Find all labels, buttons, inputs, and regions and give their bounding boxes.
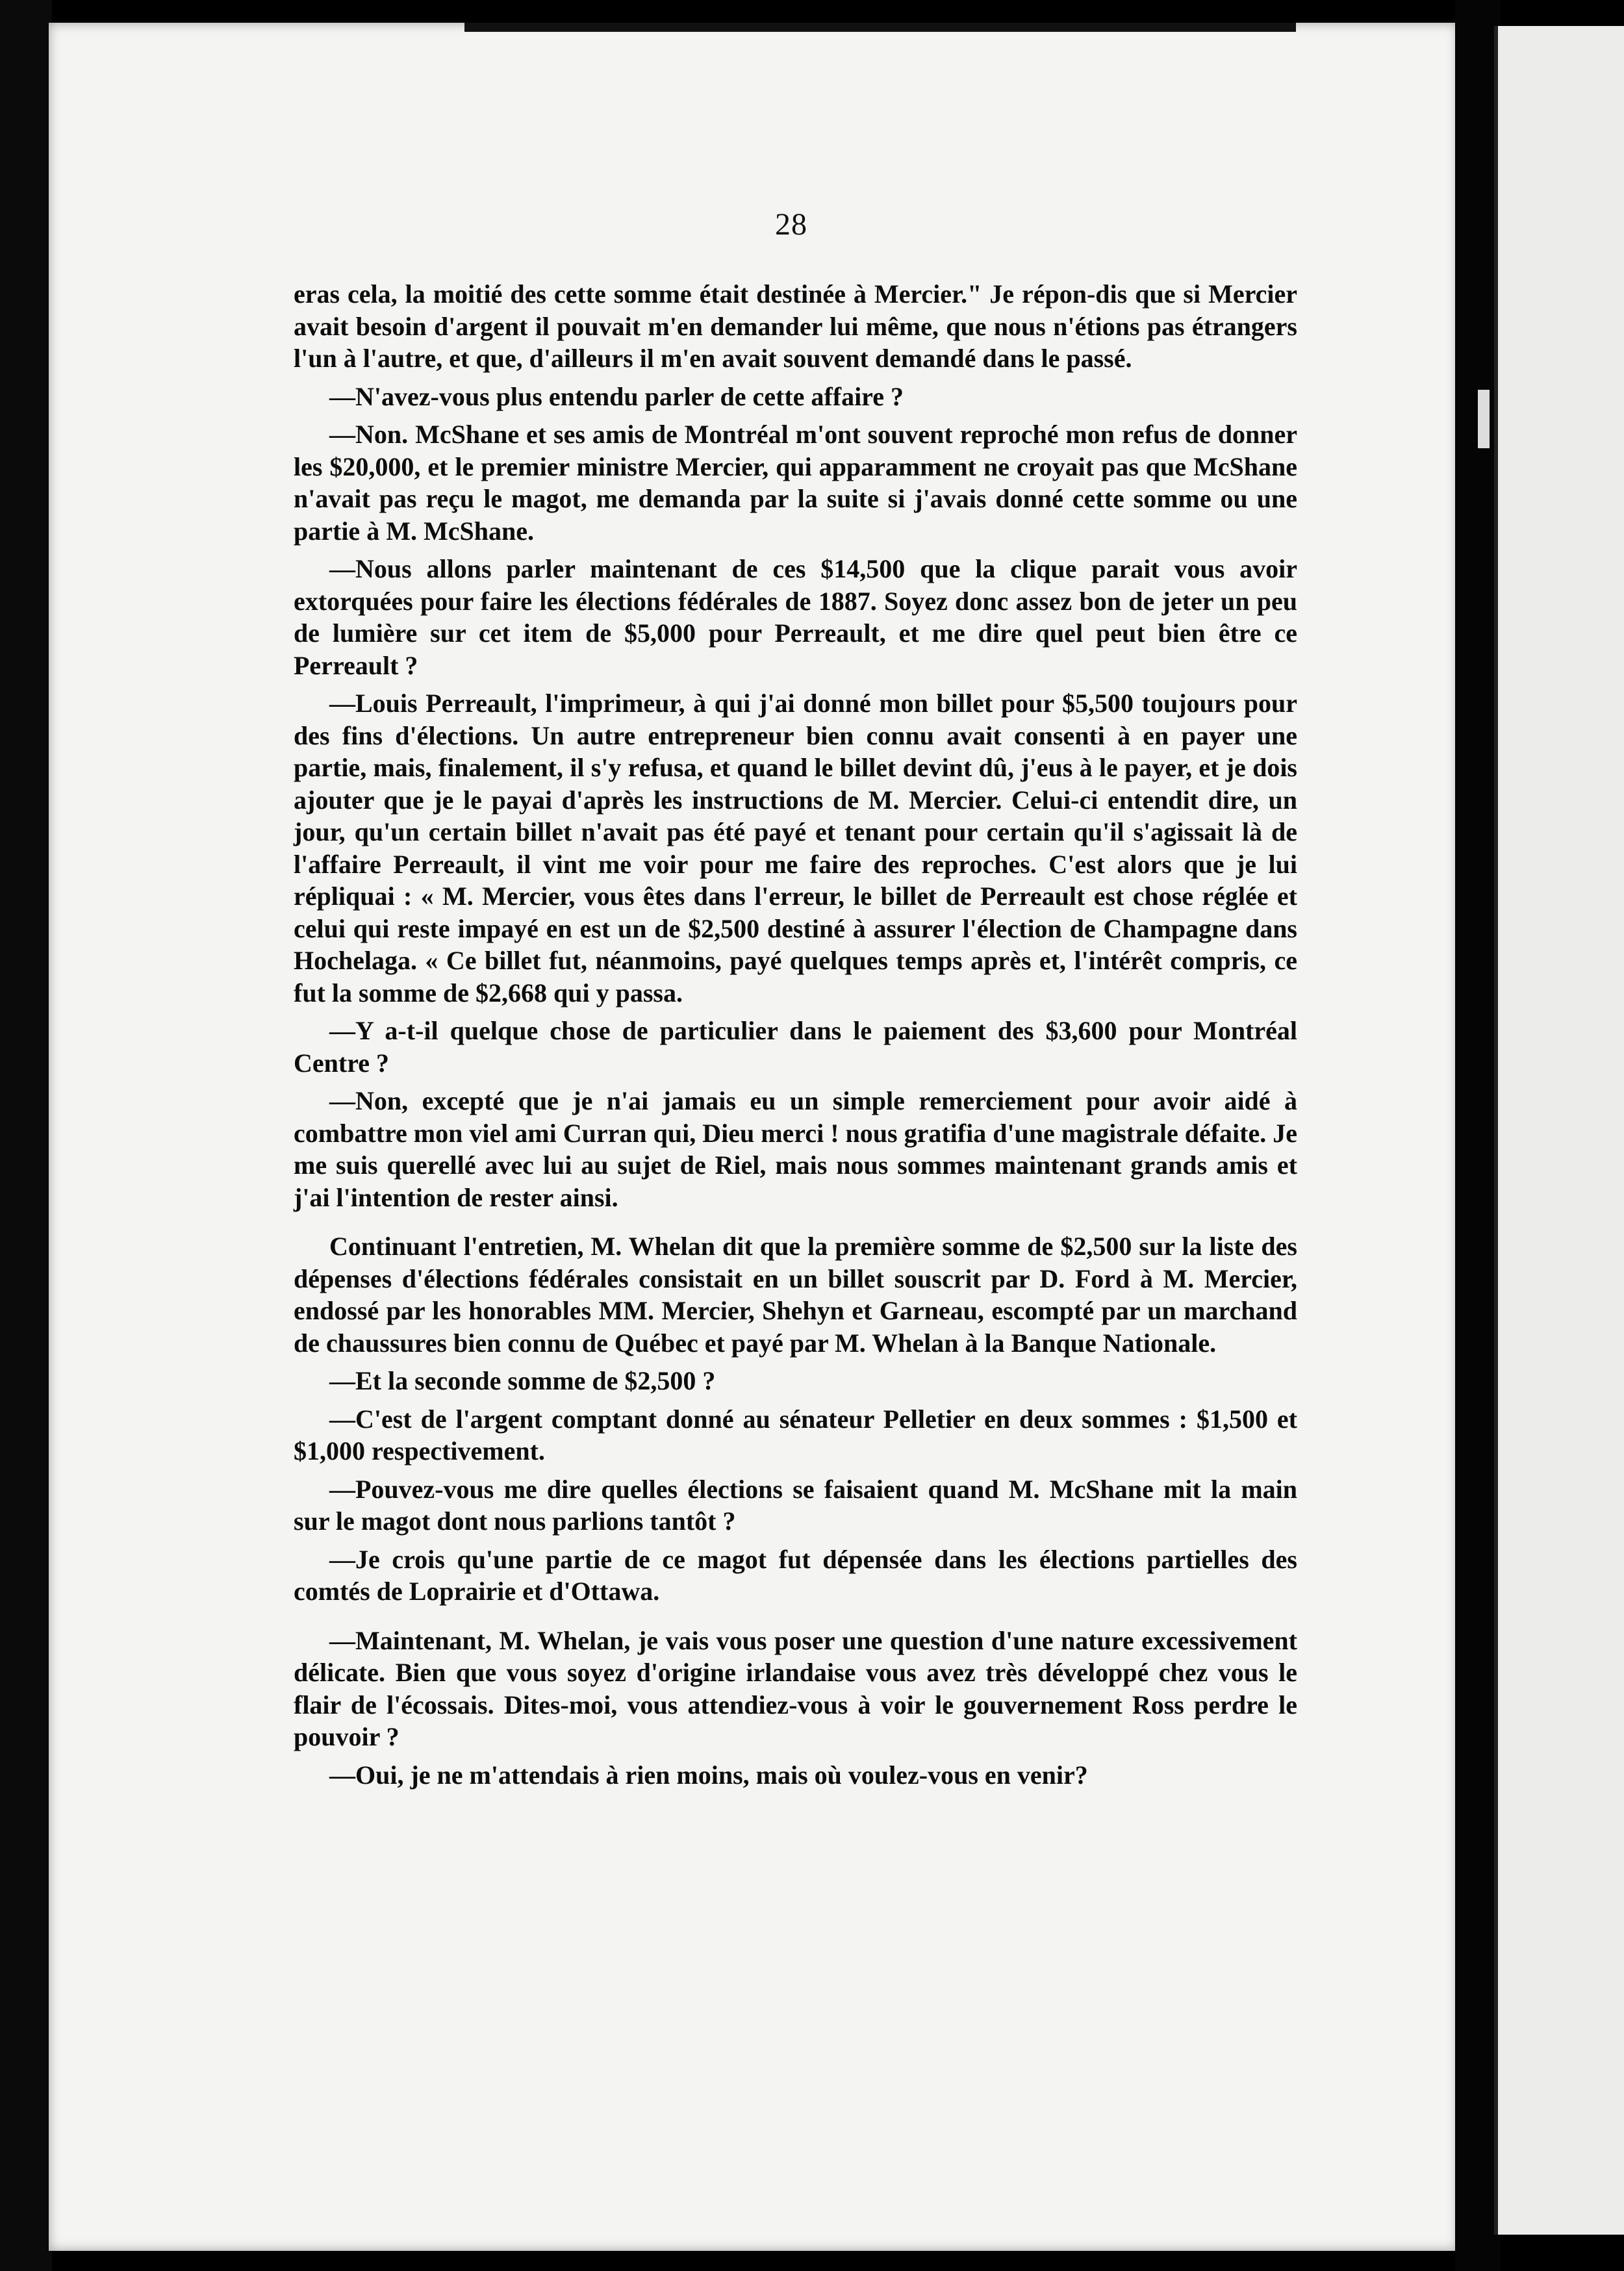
paragraph: —Non. McShane et ses amis de Montréal m'ont souvent reproché mon refus de donner les $20,000, et le premier ministre Mercier, qui apparamment ne croyait pas que McShane n'avait pas reçu le magot, me demanda par la suite si j'avais donné cette somme ou une partie à M. McShane.	[294, 420, 1297, 546]
body-text	[294, 278, 1297, 1797]
page-top-rule	[464, 23, 1296, 32]
paragraph: —Nous allons parler maintenant de ces $14,500 que la clique parait vous avoir extorquées pour faire les élections fédérales de 1887. Soyez donc assez bon de jeter un peu de lumière sur cet item de $5,000 pour Perreault, et me dire quel peut bien être ce Perreault ?	[294, 554, 1297, 680]
paragraph: eras cela, la moitié des cette somme était destinée à Mercier." Je répon-dis que si Mercier avait besoin d'argent il pouvait m'en demander lui même, que nous n'étions pas étrangers l'un à l'autre, et que, d'ailleurs il m'en avait souvent demandé dans le passé.	[294, 279, 1297, 373]
paragraph: —Pouvez-vous me dire quelles élections se faisaient quand M. McShane mit la main sur le magot dont nous parlions tantôt ?	[294, 1474, 1297, 1536]
paragraph: —C'est de l'argent comptant donné au sénateur Pelletier en deux sommes : $1,500 et $1,000 respectivement.	[294, 1404, 1297, 1465]
page-number: 28	[775, 207, 807, 242]
paragraph: —Et la seconde somme de $2,500 ?	[329, 1366, 716, 1395]
paragraph: —Maintenant, M. Whelan, je vais vous poser une question d'une nature excessivement délicate. Bien que vous soyez d'origine irlandaise vous avez très développé chez vous le flair de l'écossais. Dites-moi, vous attendiez-vous à voir le gouvernement Ross perdre le pouvoir ?	[294, 1625, 1297, 1751]
scan-border-left	[0, 0, 52, 2271]
paragraph: —N'avez-vous plus entendu parler de cette affaire ?	[329, 381, 904, 411]
paragraph: —Y a-t-il quelque chose de particulier dans le paiement des $3,600 pour Montréal Centre ?	[294, 1016, 1297, 1078]
adjacent-page-edge	[1494, 26, 1624, 2235]
page-tab	[1478, 390, 1490, 448]
paragraph: —Non, excepté que je n'ai jamais eu un simple remerciement pour avoir aidé à combattre mon viel ami Curran qui, Dieu merci ! nous gratifia d'une magistrale défaite. Je me suis querellé avec lui au sujet de Riel, mais nous sommes maintenant grands amis et j'ai l'intention de rester ainsi.	[294, 1086, 1297, 1212]
paragraph: —Louis Perreault, l'imprimeur, à qui j'ai donné mon billet pour $5,500 toujours pour des fins d'élections. Un autre entrepreneur bien connu avait consenti à en payer une partie, mais, finalement, il s'y refusa, et quand le billet devint dû, j'eus à le payer, et je dois ajouter que je le payai d'après les instructions de M. Mercier. Celui-ci entendit dire, un jour, qu'un certain billet n'avait pas été payé et tenant pour certain qu'il s'agissait là de l'affaire Perreault, il vint me voir pour me faire des reproches. C'est alors que je lui répliquai : « M. Mercier, vous êtes dans l'erreur, le billet de Perreault est chose réglée et celui qui reste impayé en est un de $2,500 destiné à assurer l'élection de Champagne dans Hochelaga. « Ce billet fut, néanmoins, payé quelques temps après et, l'intérêt compris, ce fut la somme de $2,668 qui y passa.	[294, 689, 1297, 1008]
paragraph: —Je crois qu'une partie de ce magot fut dépensée dans les élections partielles des comtés de Loprairie et d'Ottawa.	[294, 1544, 1297, 1606]
paragraph: Continuant l'entretien, M. Whelan dit que la première somme de $2,500 sur la liste des dépenses d'élections fédérales consistait en un billet souscrit par D. Ford à M. Mercier, endossé par les honorables MM. Mercier, Shehyn et Garneau, escompté par un marchand de chaussures bien connu de Québec et payé par M. Whelan à la Banque Nationale.	[294, 1232, 1297, 1358]
paragraph: —Oui, je ne m'attendais à rien moins, mais où voulez-vous en venir?	[329, 1760, 1088, 1790]
